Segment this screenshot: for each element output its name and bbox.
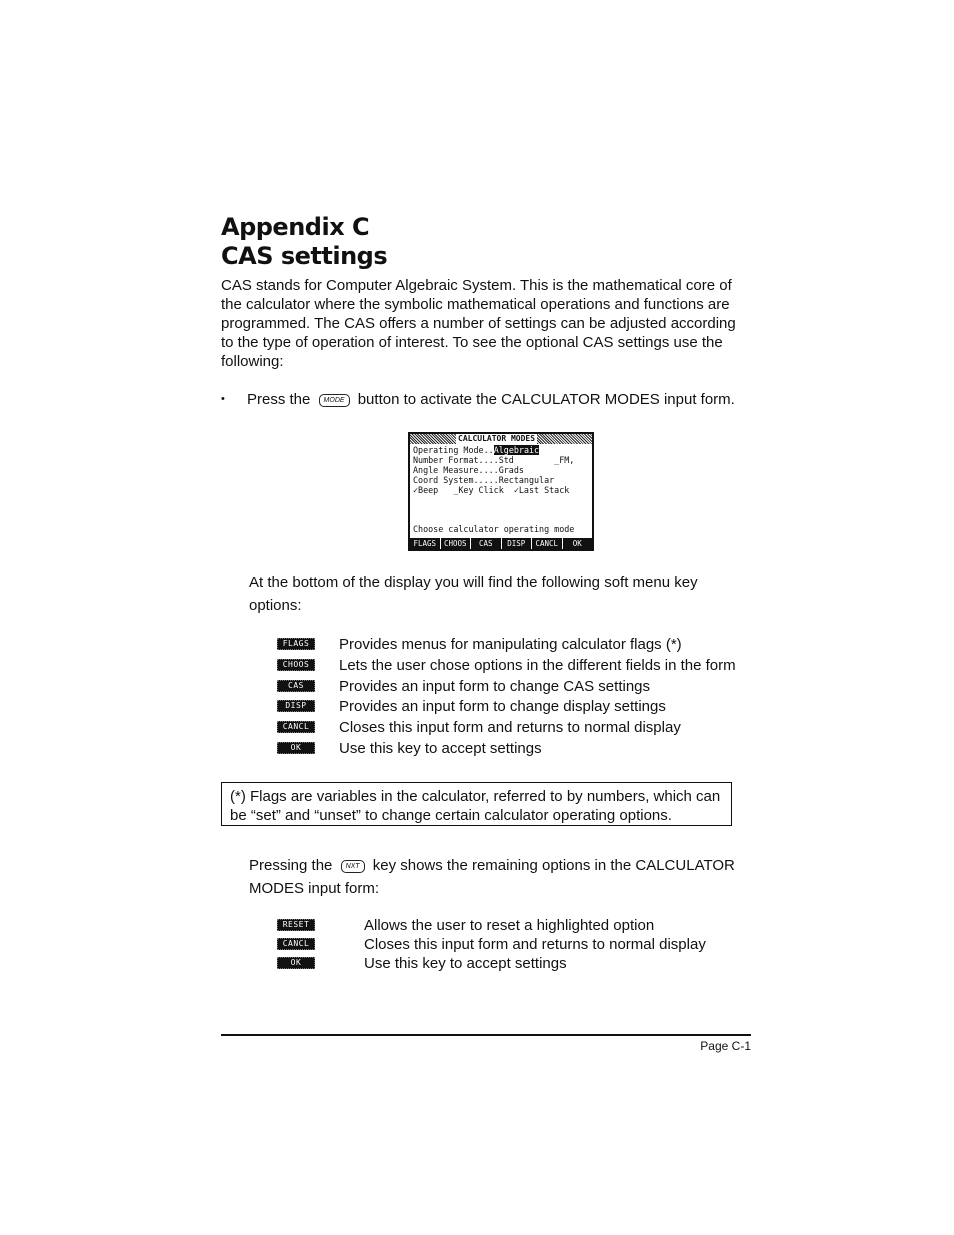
screen-line-coord-system: Coord System.....Rectangular [413, 475, 555, 485]
nxt-key-icon: NXT [341, 860, 365, 873]
softkey-description: Provides an input form to change display settings [339, 698, 666, 715]
softkey-icon: OK [277, 957, 315, 969]
screen-status-line: Choose calculator operating mode [413, 524, 575, 534]
page-number: Page C-1 [700, 1039, 751, 1053]
menu-flags: FLAGS [410, 538, 441, 549]
softkey-icon: OK [277, 742, 315, 754]
softkey-icon: CHOOS [277, 659, 315, 671]
softkey-description: Provides menus for manipulating calculator flags (*) [339, 636, 682, 653]
screen-header-title: CALCULATOR MODES [458, 434, 536, 443]
softkey-description: Closes this input form and returns to normal display [339, 719, 681, 736]
intro-text: CAS stands for Computer Algebraic System. This is the mathematical core of the calculator where the symbolic mathematical operations and functions are programmed. The CAS offers a number of settings can be adjusted according to the type of operation of interest. To see the optional CAS settings use the following: [221, 277, 736, 370]
title-line-1: Appendix C [221, 213, 370, 241]
softkey-description: Use this key to accept settings [364, 954, 567, 972]
screen-header [410, 434, 592, 444]
screen-line-label: Operating Mode.. [413, 445, 494, 455]
screen-highlighted-value: Algebraic [493, 445, 540, 455]
footnote-box [221, 782, 732, 826]
softkey-icon: RESET [277, 919, 315, 931]
menu-choos: CHOOS [441, 538, 472, 549]
menu-disp: DISP [502, 538, 533, 549]
screen-line-number-format: Number Format....Std _FM, [413, 455, 575, 465]
mode-key-icon: MODE [319, 394, 350, 407]
softkey-description: Closes this input form and returns to normal display [364, 935, 706, 953]
nxt-paragraph [249, 854, 739, 900]
bullet-symbol: • [221, 393, 225, 405]
menu-ok: OK [563, 538, 593, 549]
softkey-icon: CAS [277, 680, 315, 692]
nxt-text [249, 854, 739, 900]
footer-divider [221, 1034, 751, 1036]
menu-cas: CAS [471, 538, 502, 549]
softkey-description: Use this key to accept settings [339, 740, 542, 757]
screen-soft-menu [410, 538, 592, 549]
softkey-icon: FLAGS [277, 638, 315, 650]
softkey-icon: CANCL [277, 938, 315, 950]
softkey-description: Allows the user to reset a highlighted option [364, 917, 655, 934]
bullet-text [247, 390, 735, 409]
bullet-text-after: button to activate the CALCULATOR MODES input form. [357, 391, 735, 408]
intro-paragraph [221, 276, 751, 371]
bullet-text-before: Press the [247, 391, 311, 408]
softkey-icon: CANCL [277, 721, 315, 733]
page-title [221, 213, 387, 271]
softkey-description: Lets the user chose options in the different fields in the form [339, 656, 736, 674]
screen-line-checkboxes: ✓Beep _Key Click ✓Last Stack [413, 485, 570, 495]
softkey-intro-paragraph [249, 571, 739, 617]
softkey-icon: DISP [277, 700, 315, 712]
footnote-text: (*) Flags are variables in the calculator, referred to by numbers, which can be “set” and “unset” to change certain calculator operating options. [230, 788, 721, 824]
menu-cancl: CANCL [532, 538, 563, 549]
calculator-screen [408, 432, 594, 551]
nxt-text-after: key shows the remaining options in the CALCULATOR MODES input form: [249, 857, 735, 897]
nxt-text-before: Pressing the [249, 857, 333, 874]
screen-line-angle-measure: Angle Measure....Grads [413, 465, 524, 475]
softkey-description: Provides an input form to change CAS settings [339, 677, 651, 695]
title-line-2: CAS settings [221, 242, 388, 270]
softkey-intro-text: At the bottom of the display you will find the following soft menu key options: [249, 574, 698, 614]
